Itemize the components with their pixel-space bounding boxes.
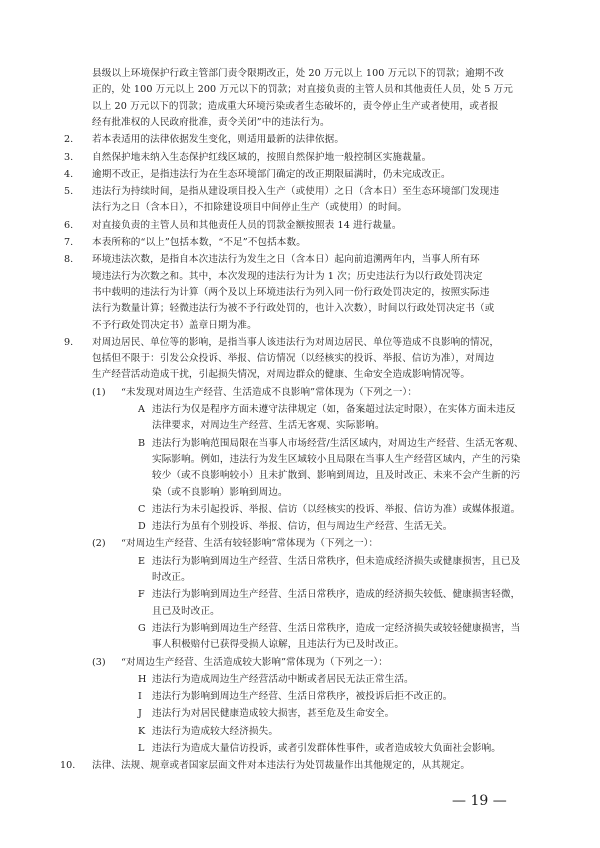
note-text-line: 正的，处 100 万元以上 200 万元以下的罚款；对直接负责的主管人员和其他责任人员，处 5 万元 <box>92 84 513 96</box>
note-text-line: 逾期不改正，是指违法行为在生态环境部门确定的改正期限届满时，仍未完成改正。 <box>92 168 451 180</box>
item-text-line: 时改正。 <box>152 572 191 583</box>
item-text-line: 违法行为造成较大经济损失。 <box>152 725 279 737</box>
note-text-line: 不予行政处罚决定书）盖章日期为准。 <box>92 319 257 331</box>
note-number: 5. <box>64 186 74 198</box>
note-text-line: 若本表适用的法律依据发生变化，则适用最新的法律依据。 <box>92 134 345 146</box>
item-letter: C <box>138 503 146 515</box>
page-number: — 19 — <box>452 793 507 809</box>
group-number: (1) <box>92 386 106 398</box>
note-number: 8. <box>64 254 74 266</box>
item-text-line: 违法行为对居民健康造成较大损害，甚至危及生命安全。 <box>152 708 395 720</box>
note-text-line: 法律、法规、规章或者国家层面文件对本违法行为处罚裁量作出其他规定的，从其规定。 <box>92 760 471 772</box>
note-number: 7. <box>64 237 74 248</box>
item-text-line: 染（或不良影响）影响到周边。 <box>152 486 288 498</box>
item-text-line: 违法行为未引起投诉、举报、信访（以经核实的投诉、举报、信访为准）或媒体报道。 <box>152 503 521 515</box>
item-text-line: 实际影响。例如，违法行为发生区域较小且局限在当事人生产经营区域内，产生的污染 <box>152 453 521 465</box>
note-number: 6. <box>64 219 74 231</box>
item-text-line: 违法行为造成周边生产经营活动中断或者居民无法正常生活。 <box>152 673 414 685</box>
item-text-line: 违法行为影响到周边生产经营、生活日常秩序，造成的经济损失较低、健康损害轻微， <box>152 589 521 601</box>
note-text-line: 法行为之日（含本日），不扣除建设项目中间停止生产（或使用）的时间。 <box>92 202 408 214</box>
item-text-line: 违法行为影响到周边生产经营、生活日常秩序，但未造成经济损失或健康损害，且已及 <box>152 555 521 567</box>
item-letter: K <box>138 725 146 737</box>
item-text-line: 法律要求，对周边生产经营、生活无客观、实际影响。 <box>152 420 385 432</box>
note-number: 9. <box>64 336 74 348</box>
note-text-line: 生产经营活动造成干扰，引起损失情况，对周边群众的健康、生命安全造成影响情况等。 <box>92 369 471 381</box>
note-text-line: 自然保护地未纳入生态保护红线区域的，按照自然保护地一般控制区实施裁量。 <box>92 151 432 163</box>
note-number: 3. <box>64 151 74 163</box>
group-title: “对周边生产经营、生活有较轻影响”常体现为（下列之一）： <box>121 538 379 550</box>
note-text-line: 包括但不限于：引发公众投诉、举报、信访情况（以经核实的投诉、举报、信访为准），对周边 <box>92 353 495 365</box>
group-number: (3) <box>92 656 106 668</box>
item-letter: D <box>138 521 146 533</box>
item-text-line: 且已及时改正。 <box>152 605 220 617</box>
item-text-line: 违法行为影响范围局限在当事人市场经营/生活区域内，对周边生产经营、生活无客观、 <box>152 437 524 449</box>
item-letter: J <box>138 708 142 720</box>
group-number: (2) <box>92 538 106 550</box>
item-text-line: 违法行为造成大量信访投诉，或者引发群体性事件，或者造成较大负面社会影响。 <box>152 743 501 754</box>
item-text-line: 违法行为影响到周边生产经营、生活日常秩序，造成一定经济损失或较轻健康损害，当 <box>152 622 521 634</box>
note-number: 4. <box>64 168 74 180</box>
note-text-line: 经有批准权的人民政府批准，责令关闭”中的违法行为。 <box>92 116 330 128</box>
group-title: “未发现对周边生产经营、生活造成不良影响”常体现为（下列之一）： <box>121 386 418 398</box>
item-text-line: 违法行为仅是程序方面未遵守法律规定（如，备案超过法定时限），在实体方面未违反 <box>152 404 516 415</box>
note-text-line: 县级以上环境保护行政主管部门责令限期改正，处 20 万元以上 100 万元以下的罚款；逾期不改 <box>92 68 504 79</box>
item-text-line: 违法行为影响到周边生产经营、生活日常秩序，被投诉后拒不改正的。 <box>152 691 453 703</box>
item-text-line: 违法行为虽有个别投诉、举报、信访，但与周边生产经营、生活无关。 <box>152 521 453 533</box>
item-text-line: 事人积极赔付已获得受损人谅解，且违法行为已及时改正。 <box>152 639 405 651</box>
note-text-line: 境违法行为次数之和。其中，本次发现的违法行为计为 1 次；历史违法行为以行政处罚决定 <box>92 270 483 282</box>
note-text-line: 对直接负责的主管人员和其他责任人员的罚款金额按照表 14 进行裁量。 <box>92 219 402 231</box>
item-letter: F <box>138 589 145 601</box>
note-number: 2. <box>64 134 74 146</box>
item-letter: H <box>138 673 147 685</box>
item-letter: A <box>138 404 145 415</box>
note-number: 10. <box>60 760 76 772</box>
item-letter: B <box>138 437 146 449</box>
group-title: “对周边生产经营、生活造成较大影响”常体现为（下列之一）： <box>121 656 388 668</box>
note-text-line: 对周边居民、单位等的影响，是指当事人该违法行为对周边居民、单位等造成不良影响的情况， <box>92 336 500 348</box>
item-letter: G <box>138 622 146 634</box>
note-text-line: 以上 20 万元以下的罚款；造成重大环境污染或者生态破坏的，责令停止生产或者使用，或者报 <box>92 100 499 112</box>
note-text-line: 环境违法次数，是指自本次违法行为发生之日（含本日）起向前追溯两年内，当事人所有环 <box>92 254 480 266</box>
note-text-line: 本表所称的“以上”包括本数，“不足”不包括本数。 <box>92 237 306 248</box>
item-letter: I <box>138 691 142 703</box>
note-text-line: 书中载明的违法行为计算（两个及以上环境违法行为列入同一份行政处罚决定的，按照实际违 <box>92 286 490 298</box>
item-letter: L <box>138 743 145 754</box>
item-text-line: 较少（或不良影响较小）且未扩散到、影响到周边，且及时改正、未来不会产生新的污 <box>152 470 521 482</box>
note-text-line: 法行为数量计算；轻微违法行为被不予行政处罚的，也计入次数），时间以行政处罚决定书（或 <box>92 303 495 315</box>
item-letter: E <box>138 555 146 567</box>
note-text-line: 违法行为持续时间，是指从建设项目投入生产（或使用）之日（含本日）至生态环境部门发现违 <box>92 186 500 198</box>
